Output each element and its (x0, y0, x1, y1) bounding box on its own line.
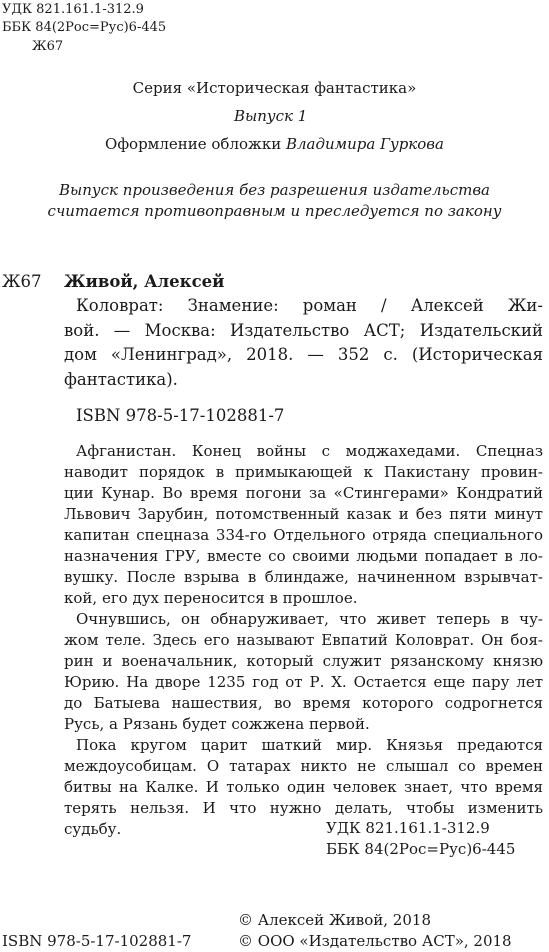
header-udk: УДК 821.161.1-312.9 (2, 2, 144, 17)
annotation-line: терять нельзя. И что нужно делать, чтобы изменить судьбу. (64, 799, 543, 838)
footer-copyright-author: © Алексей Живой, 2018 (238, 911, 431, 929)
warning-line-1: Выпуск произведения без разрешения издательства (58, 181, 490, 199)
header-bbk: ББК 84(2Рос=Рус)6-445 (2, 20, 167, 35)
entry-code: Ж67 (2, 272, 42, 291)
entry-isbn: ISBN 978-5-17-102881-7 (76, 406, 285, 425)
header-author-code: Ж67 (32, 39, 64, 54)
entry-desc-line-4: фантастика). (64, 370, 178, 389)
annotation-line: Очнувшись, он обнаруживает, что живет теперь в чу- (76, 610, 543, 628)
annotation-line: вушку. После взрыва в блиндаже, начиненном взрывчат- (64, 568, 543, 586)
footer-copyright-publisher: © ООО «Издательство АСТ», 2018 (238, 932, 512, 950)
annotation-line: Афганистан. Конец войны с моджахедами. Спецназ (76, 442, 543, 460)
annotation-line: рин и военачальник, который служит рязанскому князю (64, 652, 543, 670)
annotation-line: до Батыева нашествия, во время которого содрогнется (64, 694, 543, 712)
annotation-line: назначения ГРУ, вместе со своими людьми попадает в ло- (64, 547, 543, 565)
cover-prefix: Оформление обложки (105, 135, 286, 153)
warning-line-2: считается противоправным и преследуется по закону (47, 202, 502, 220)
entry-desc-line-3: дом «Ленинград», 2018. — 352 с. (Историческая (64, 345, 543, 364)
annotation-line: Русь, а Рязань будет сожжена первой. (64, 715, 370, 733)
entry-desc-line-1: Коловрат: Знамение: роман / Алексей Жи- (76, 296, 543, 315)
annotation-line: капитан спецназа 334-го Отдельного отряда специального (64, 526, 543, 544)
cover-artist: Владимира Гуркова (285, 135, 444, 153)
cover-design-credit (0, 134, 549, 155)
annotation-line: наводит порядок в примыкающей к Пакистану провин- (64, 463, 543, 481)
series-issue: Выпуск 1 (234, 107, 308, 125)
series-line: Серия «Историческая фантастика» (132, 79, 417, 97)
annotation-line: Пока кругом царит шаткий мир. Князья предаются (76, 736, 543, 754)
footer-bbk: ББК 84(2Рос=Рус)6-445 (326, 840, 516, 858)
annotation-line: междоусобицам. О татарах никто не слышал со времен (64, 757, 543, 775)
annotation-line: жом теле. Здесь его называют Евпатий Коловрат. Он боя- (64, 631, 543, 649)
annotation-line: ции Кунар. Во время погони за «Стингерами» Кондратий (64, 484, 543, 502)
annotation-line: кой, его дух переносится в прошлое. (64, 589, 358, 607)
footer-isbn: ISBN 978-5-17-102881-7 (2, 932, 192, 950)
annotation-line: битвы на Калке. И только один человек знает, что время (64, 778, 543, 796)
entry-author: Живой, Алексей (64, 272, 225, 291)
annotation-line: Юрию. На дворе 1235 год от Р. Х. Остается еще пару лет (64, 673, 543, 691)
entry-desc-line-2: вой. — Москва: Издательство АСТ; Издательский (64, 321, 543, 340)
annotation-line: Львович Зарубин, потомственный казак и без пяти минут (64, 505, 543, 523)
annotation (64, 441, 543, 840)
footer-udk: УДК 821.161.1-312.9 (326, 819, 490, 837)
